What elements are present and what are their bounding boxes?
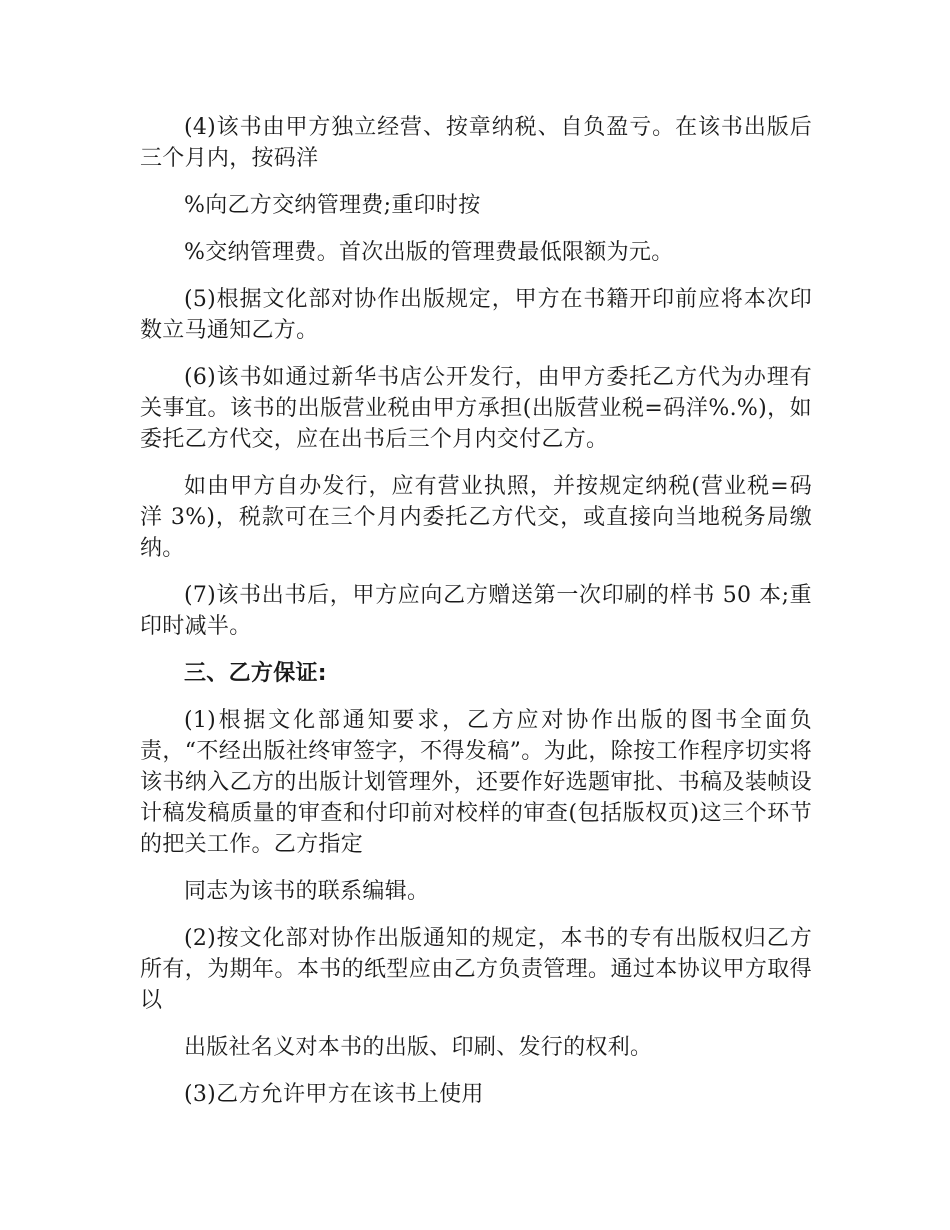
paragraph-publishing-rights: 出版社名义对本书的出版、印刷、发行的权利。 bbox=[184, 1035, 653, 1060]
paragraph-7-sample-books: (7)该书出书后，甲方应向乙方赠送第一次印刷的样书 50 本;重印时减半。 bbox=[140, 583, 812, 639]
paragraph-reprint-fee: %交纳管理费。首次出版的管理费最低限额为元。 bbox=[184, 240, 674, 265]
paragraph-management-fee: %向乙方交纳管理费;重印时按 bbox=[184, 193, 481, 218]
section-heading-party-b: 三、乙方保证: bbox=[184, 661, 327, 686]
paragraph-5-print-notice: (5)根据文化部对协作出版规定，甲方在书籍开印前应将本次印数立马通知乙方。 bbox=[140, 287, 812, 343]
paragraph-3-usage: (3)乙方允许甲方在该书上使用 bbox=[184, 1082, 484, 1107]
document-body bbox=[140, 112, 812, 1126]
paragraph-6-distribution: (6)该书如通过新华书店公开发行，由甲方委托乙方代为办理有关事宜。该书的出版营业税由甲方承担(出版营业税=码洋%.%)，如委托乙方代交，应在出书后三个月内交付乙方。 bbox=[140, 365, 812, 452]
paragraph-1-responsibility: (1)根据文化部通知要求，乙方应对协作出版的图书全面负责，“不经出版社终审签字，不得发稿”。为此，除按工作程序切实将该书纳入乙方的出版计划管理外，还要作好选题审批、书稿及装帧设计稿发稿质量的审查和付印前对校样的审查(包括版权页)这三个环节的把关工作。乙方指定 bbox=[140, 708, 812, 857]
paragraph-editor: 同志为该书的联系编辑。 bbox=[184, 879, 430, 904]
paragraph-4-management: (4)该书由甲方独立经营、按章纳税、自负盈亏。在该书出版后三个月内，按码洋 bbox=[140, 115, 812, 171]
paragraph-2-copyright: (2)按文化部对协作出版通知的规定，本书的专有出版权归乙方所有，为期年。本书的纸型应由乙方负责管理。通过本协议甲方取得以 bbox=[140, 926, 812, 1013]
paragraph-self-distribution: 如由甲方自办发行，应有营业执照，并按规定纳税(营业税=码洋 3%)，税款可在三个月内委托乙方代交，或直接向当地税务局缴纳。 bbox=[140, 474, 812, 561]
